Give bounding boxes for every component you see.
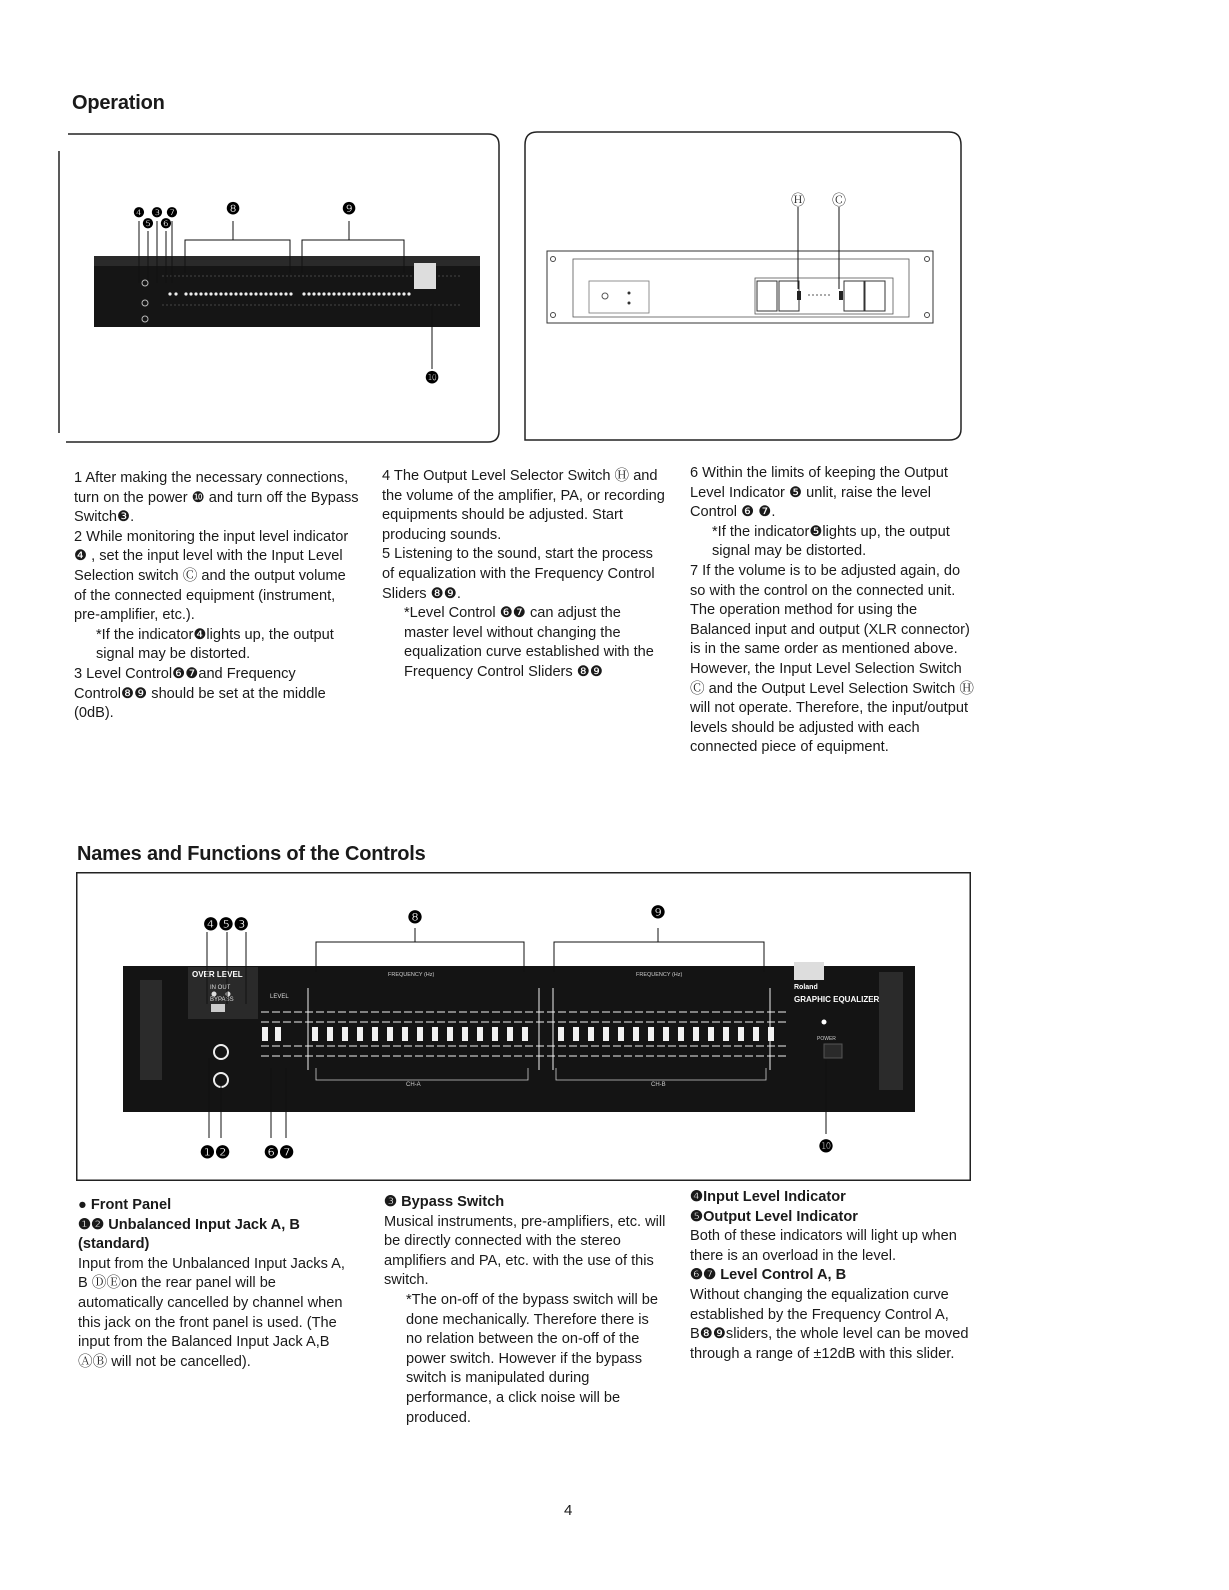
unbalanced-input-body: Input from the Unbalanced Input Jacks A, B ⒹⒺon the rear panel will be automatically cancelled by channel when this jack on the front panel is used. (The input from the Balanced Input Jack A,B ⒶⒷ will not be cancelled). [78, 1255, 345, 1370]
operation-heading: Operation [72, 92, 165, 114]
step-2-note: *If the indicator❹lights up, the output signal may be distorted. [96, 626, 334, 663]
balanced-note: The operation method for using the Balanced input and output (XLR connector) is in the same order as mentioned above. However, the Input Level Selection Switch Ⓒ and the Output Level Selection Switch Ⓗ will not operate. Therefore, the input/output levels should be adjusted with each connected piece of equipment. [690, 602, 974, 756]
bypass-label: BYPASS [210, 997, 234, 1003]
operation-column-1 [74, 469, 360, 724]
step-6: 6 Within the limits of keeping the Output Level Indicator ❺ unlit, raise the level Control ❻ ❼. [690, 465, 948, 521]
in-out-label: IN OUT [210, 985, 231, 991]
step-5: 5 Listening to the sound, start the process of equalization with the Frequency Control Sliders ❽❾. [382, 546, 655, 602]
callout-6-7: ❻❼ [263, 1143, 295, 1162]
input-level-indicator-title: ❹Input Level Indicator [690, 1189, 846, 1205]
names-column-1 [78, 1196, 356, 1372]
model-label: GRAPHIC EQUALIZER [794, 995, 880, 1004]
level-control-body: Without changing the equalization curve established by the Frequency Control A, B❽❾sliders, the whole level can be moved through a range of ±12dB with this slider. [690, 1286, 969, 1362]
step-3: 3 Level Control❻❼and Frequency Control❽❾ should be set at the middle (0dB). [74, 665, 326, 722]
step-5-note: *Level Control ❻❼ can adjust the master level without changing the equalization curve established with the Frequency Control Sliders ❽❾ [404, 605, 654, 680]
bypass-switch-body: Musical instruments, pre-amplifiers, etc. will be directly connected with the stereo amplifiers and PA, etc. with the use of this switch. [384, 1213, 666, 1289]
controls-figure [76, 872, 971, 1181]
front-panel-illustration [58, 133, 500, 443]
over-level-label: OVER LEVEL [192, 970, 243, 979]
ch-b-label: CH-B [651, 1082, 666, 1088]
callout-8: ❽ [225, 201, 241, 218]
step-6-note: *If the indicator❺lights up, the output signal may be distorted. [712, 523, 950, 560]
controls-illustration [76, 872, 971, 1181]
operation-column-3 [690, 464, 974, 758]
callout-C: Ⓒ [832, 192, 846, 208]
callout-4: ❹ [133, 205, 145, 220]
callout-10: ❿ [424, 370, 440, 387]
bypass-switch-title: ❸ Bypass Switch [384, 1194, 505, 1210]
callout-10: ❿ [818, 1137, 834, 1156]
power-label: POWER [817, 1036, 836, 1042]
callout-4-5-3: ❹❺❸ [203, 915, 249, 934]
page-number: 4 [564, 1502, 573, 1519]
callout-3: ❸ [151, 205, 163, 220]
names-heading: Names and Functions of the Controls [77, 843, 426, 865]
brand-label: Roland [794, 984, 818, 991]
frequency-label-a: FREQUENCY (Hz) [388, 972, 435, 978]
level-control-title: ❻❼ Level Control A, B [690, 1267, 847, 1284]
callout-6: ❻ [160, 216, 172, 231]
bypass-switch-note: *The on-off of the bypass switch will be done mechanically. Therefore there is no relation between the on-off of the power switch. However if the bypass switch is manipulated during performance, a click noise will be produced. [406, 1291, 659, 1426]
callout-8: ❽ [407, 908, 423, 927]
step-4: 4 The Output Level Selector Switch Ⓗ and the volume of the amplifier, PA, or recording equipments should be adjusted. Start producing sounds. [382, 468, 665, 543]
ch-a-label: CH-A [406, 1082, 421, 1088]
rear-panel-illustration [523, 131, 963, 442]
step-1: 1 After making the necessary connections, turn on the power ❿ and turn off the Bypass Switch❸. [74, 470, 359, 526]
names-column-2 [384, 1193, 666, 1428]
step-7: 7 If the volume is to be adjusted again, do so with the control on the connected unit. [690, 562, 961, 599]
step-2: 2 While monitoring the input level indicator ❹ , set the input level with the Input Level Selection switch Ⓒ and the output volume of the connected equipment (instrument, pre-amplifier, etc.). [74, 528, 349, 624]
callout-H: Ⓗ [791, 192, 805, 208]
callout-1-2: ❶❷ [199, 1143, 231, 1162]
callout-5: ❺ [142, 216, 154, 231]
output-level-indicator-title: ❺Output Level Indicator [690, 1208, 858, 1225]
indicator-body: Both of these indicators will light up when there is an overload in the level. [690, 1228, 957, 1264]
unbalanced-input-title: ❶❷ Unbalanced Input Jack A, B (standard) [78, 1216, 300, 1253]
rear-panel-figure [523, 131, 963, 442]
frequency-label-b: FREQUENCY (Hz) [636, 972, 683, 978]
operation-column-2 [382, 467, 665, 683]
callout-9: ❾ [341, 201, 357, 218]
front-panel-label: ● Front Panel [78, 1197, 172, 1213]
callout-9: ❾ [650, 903, 666, 922]
level-label: LEVEL [270, 994, 289, 1000]
names-column-3 [690, 1188, 974, 1364]
front-panel-figure [58, 133, 500, 443]
callout-7: ❼ [166, 205, 178, 220]
